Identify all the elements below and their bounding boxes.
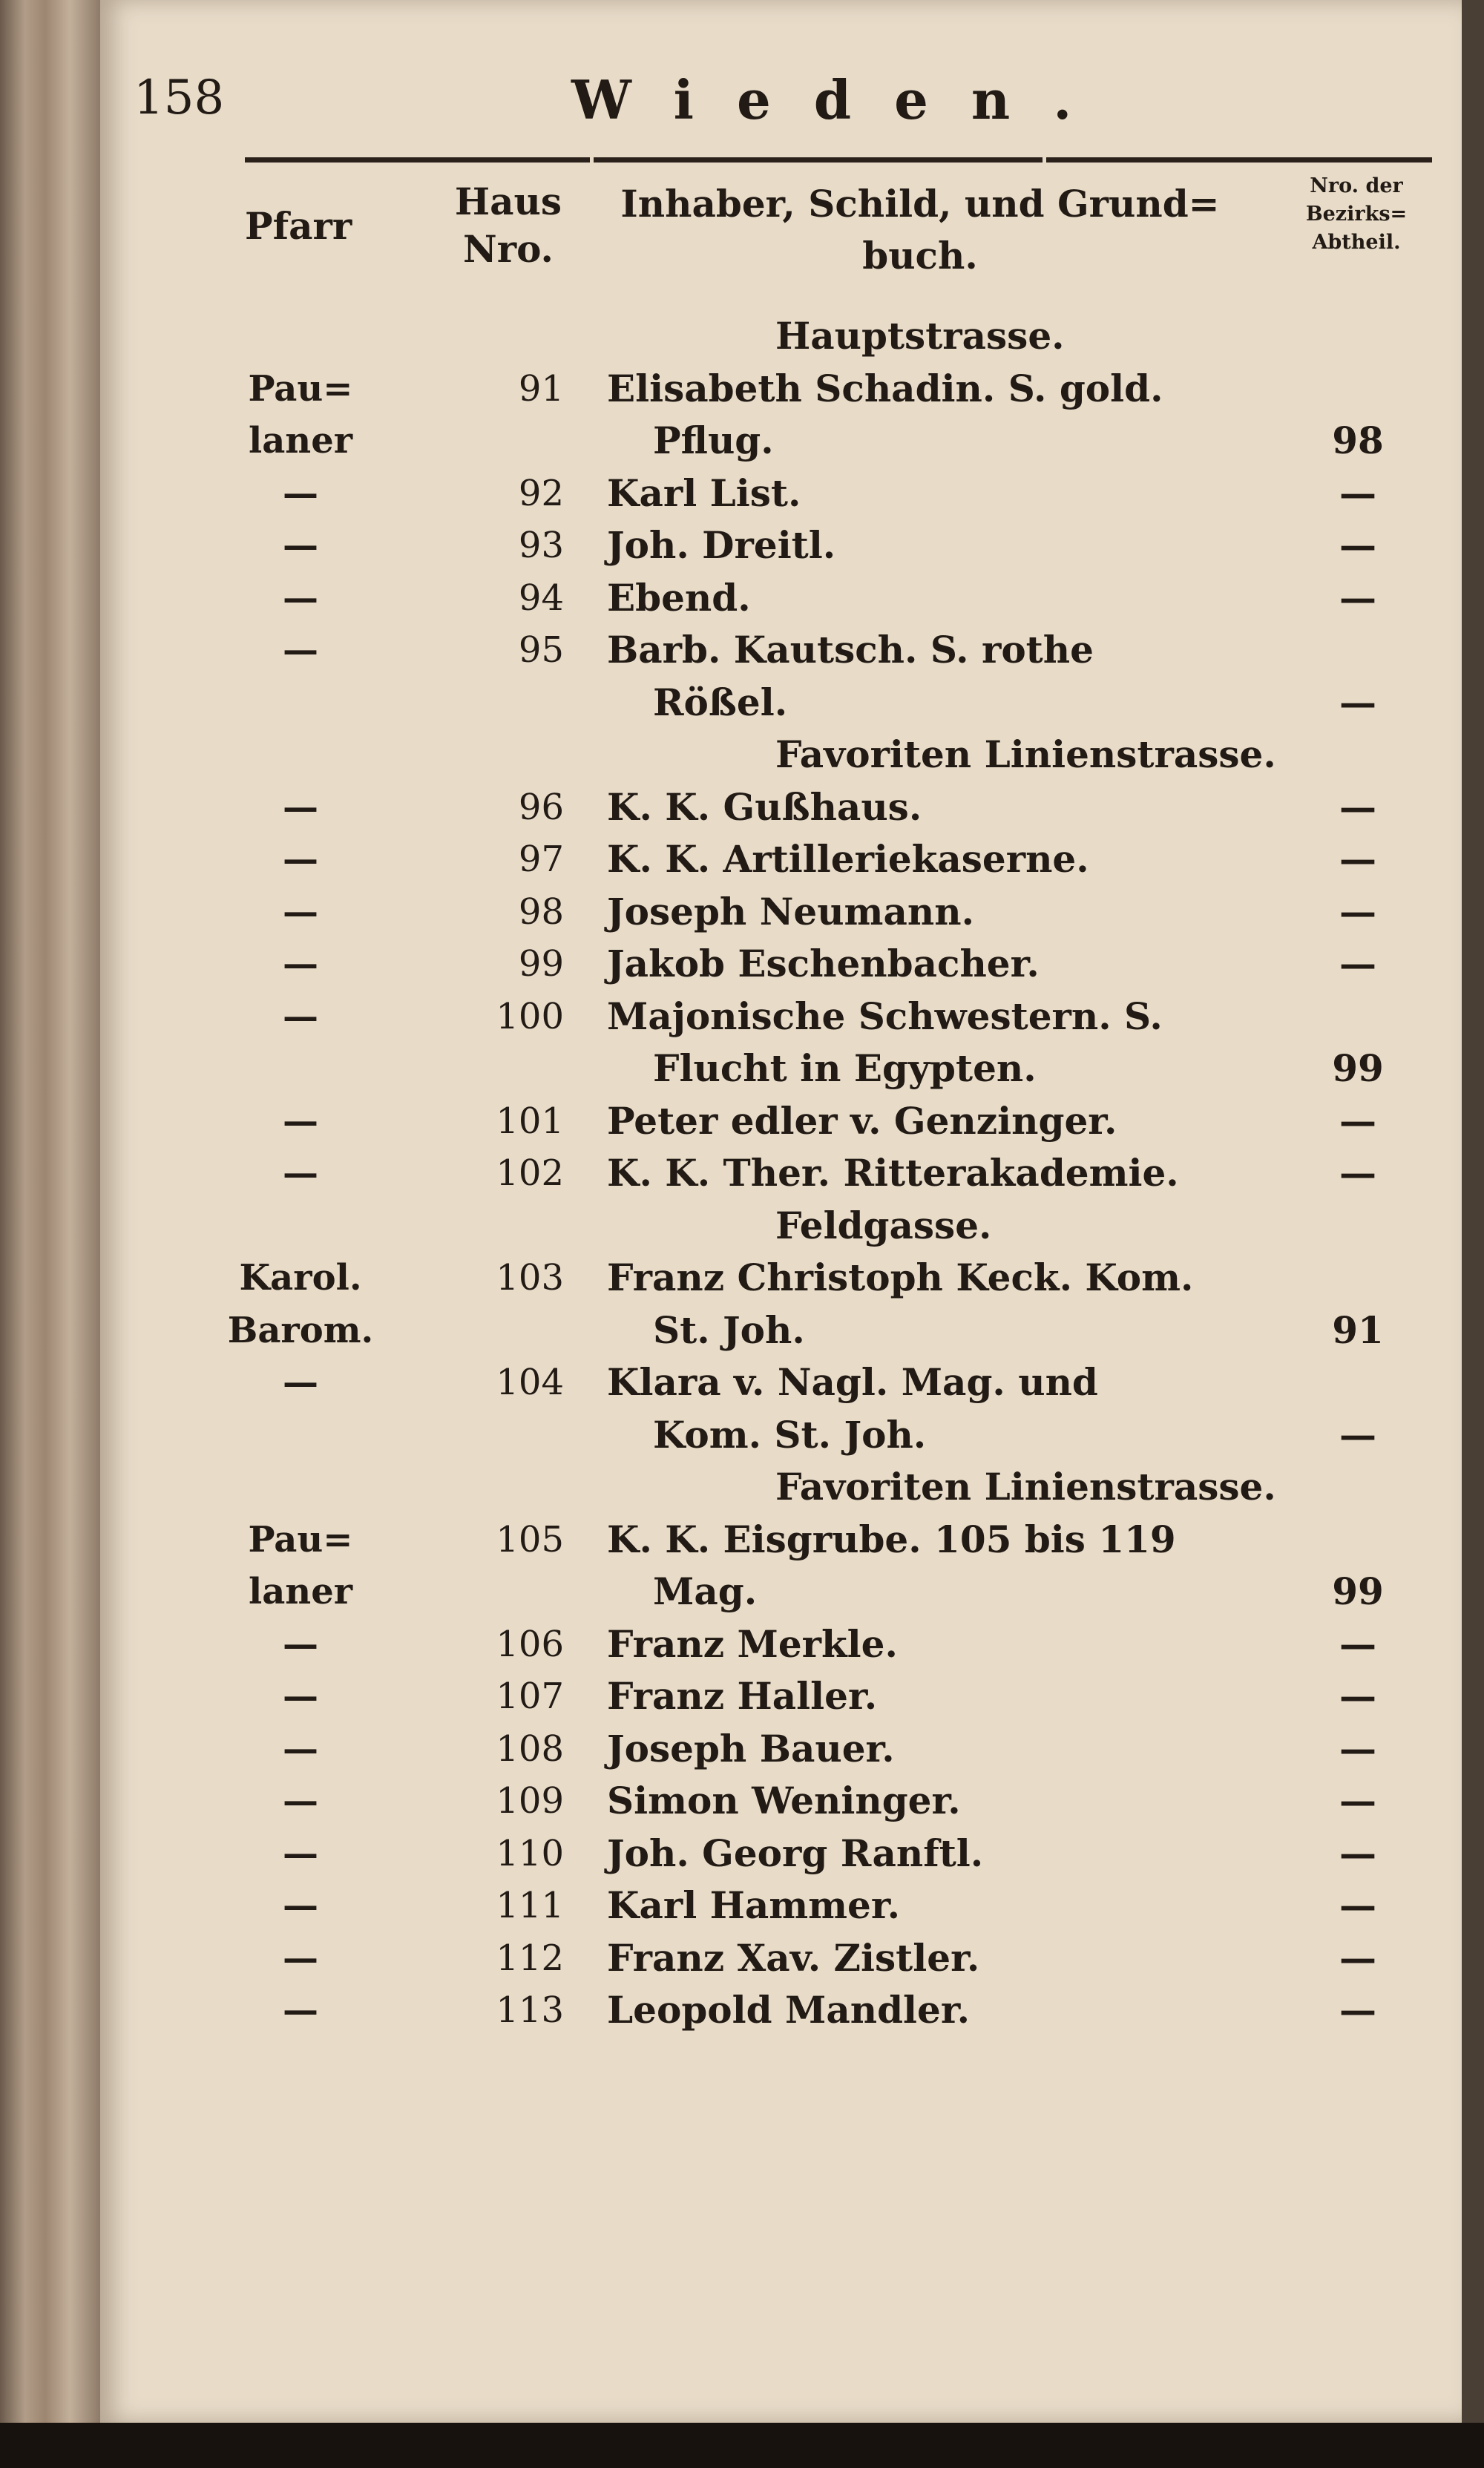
district-number-cell: — bbox=[1339, 1151, 1376, 1195]
district-number-cell: — bbox=[1339, 837, 1376, 881]
column-header-haus-line: Nro. bbox=[463, 227, 554, 271]
owner-cell: Kom. St. Joh. bbox=[653, 1412, 927, 1457]
pfarr-cell: — bbox=[283, 1623, 318, 1665]
district-number-cell: 99 bbox=[1332, 1569, 1384, 1613]
running-head: Wieden. bbox=[571, 68, 1115, 131]
district-number-cell: — bbox=[1339, 470, 1376, 515]
house-number-cell: 104 bbox=[496, 1362, 564, 1403]
page-number: 158 bbox=[134, 70, 225, 125]
directory-row bbox=[0, 1828, 1462, 1880]
pfarr-cell: — bbox=[283, 629, 318, 671]
owner-cell: Ebend. bbox=[607, 575, 751, 620]
pfarr-cell: Pau= bbox=[248, 367, 353, 410]
pfarr-cell: — bbox=[283, 995, 318, 1037]
owner-cell: Karl List. bbox=[607, 470, 801, 515]
column-header-haus-line: Haus bbox=[454, 180, 562, 223]
pfarr-cell: Karol. bbox=[239, 1257, 362, 1299]
district-number-cell: 98 bbox=[1332, 419, 1384, 462]
house-number-cell: 94 bbox=[518, 577, 564, 619]
directory-row bbox=[0, 1932, 1462, 1985]
directory-row bbox=[0, 1984, 1462, 2037]
owner-cell: Flucht in Egypten. bbox=[653, 1046, 1037, 1090]
directory-row bbox=[0, 1566, 1462, 1618]
owner-cell: K. K. Gußhaus. bbox=[607, 784, 922, 829]
pfarr-cell: — bbox=[283, 1152, 318, 1194]
owner-cell: K. K. Eisgrube. 105 bis 119 bbox=[607, 1517, 1176, 1561]
district-number-cell: — bbox=[1339, 1621, 1376, 1666]
house-number-cell: 110 bbox=[496, 1832, 564, 1874]
header-rule bbox=[594, 157, 1043, 163]
directory-row bbox=[0, 415, 1462, 467]
pfarr-cell: laner bbox=[248, 1571, 353, 1612]
street-name: Feldgasse. bbox=[775, 1203, 992, 1247]
owner-cell: Joseph Bauer. bbox=[607, 1726, 895, 1770]
pfarr-cell: — bbox=[283, 1780, 318, 1822]
owner-cell: Rößel. bbox=[653, 680, 788, 724]
district-number-cell: — bbox=[1339, 1412, 1376, 1457]
owner-cell: Majonische Schwestern. S. bbox=[607, 994, 1163, 1038]
header-rule bbox=[1046, 157, 1432, 163]
street-heading-row bbox=[0, 310, 1462, 363]
owner-cell: Franz Christoph Keck. Kom. bbox=[607, 1256, 1194, 1299]
owner-cell: Simon Weninger. bbox=[607, 1779, 961, 1822]
house-number-cell: 103 bbox=[496, 1257, 564, 1299]
owner-cell: Franz Merkle. bbox=[607, 1621, 898, 1666]
directory-row bbox=[0, 1880, 1462, 1932]
owner-cell: Franz Haller. bbox=[607, 1674, 878, 1718]
owner-cell: Klara v. Nagl. Mag. und bbox=[607, 1360, 1098, 1404]
house-number-cell: 105 bbox=[496, 1518, 564, 1560]
district-number-cell: 99 bbox=[1332, 1046, 1384, 1090]
district-number-cell: — bbox=[1339, 1935, 1376, 1980]
house-number-cell: 96 bbox=[518, 786, 564, 828]
pfarr-cell: — bbox=[283, 1100, 318, 1142]
directory-row bbox=[0, 1095, 1462, 1148]
district-number-cell: — bbox=[1339, 784, 1376, 829]
owner-cell: Joh. Georg Ranftl. bbox=[607, 1831, 984, 1875]
column-header-inhaber-line: Inhaber, Schild, und Grund= bbox=[620, 182, 1220, 226]
column-header-nro-line: Abtheil. bbox=[1312, 231, 1401, 254]
pfarr-cell: — bbox=[283, 1362, 318, 1403]
district-number-cell: — bbox=[1339, 575, 1376, 620]
street-heading-row bbox=[0, 729, 1462, 781]
district-number-cell: — bbox=[1339, 1674, 1376, 1718]
page-bottom-shadow bbox=[0, 2423, 1484, 2468]
pfarr-cell: — bbox=[283, 786, 318, 828]
house-number-cell: 102 bbox=[496, 1152, 564, 1194]
directory-row bbox=[0, 1514, 1462, 1566]
district-number-cell: 91 bbox=[1332, 1307, 1384, 1352]
house-number-cell: 109 bbox=[496, 1780, 564, 1822]
pfarr-cell: — bbox=[283, 472, 318, 514]
pfarr-cell: Barom. bbox=[227, 1309, 374, 1351]
pfarr-cell: laner bbox=[248, 420, 353, 462]
district-number-cell: — bbox=[1339, 889, 1376, 933]
owner-cell: St. Joh. bbox=[653, 1307, 805, 1352]
street-heading-row bbox=[0, 1461, 1462, 1514]
owner-cell: Pflug. bbox=[653, 419, 774, 462]
directory-row bbox=[0, 1409, 1462, 1462]
house-number-cell: 95 bbox=[518, 629, 564, 671]
directory-row bbox=[0, 1147, 1462, 1200]
page-right-edge bbox=[1462, 0, 1484, 2423]
owner-cell: Franz Xav. Zistler. bbox=[607, 1935, 980, 1980]
pfarr-cell: — bbox=[283, 890, 318, 933]
street-name: Favoriten Linienstrasse. bbox=[775, 732, 1276, 776]
directory-row bbox=[0, 1252, 1462, 1304]
owner-cell: Elisabeth Schadin. S. gold. bbox=[607, 366, 1163, 410]
street-name: Favoriten Linienstrasse. bbox=[775, 1465, 1276, 1509]
directory-row bbox=[0, 1043, 1462, 1095]
house-number-cell: 98 bbox=[518, 890, 564, 933]
pfarr-cell: — bbox=[283, 1832, 318, 1874]
district-number-cell: — bbox=[1339, 1726, 1376, 1770]
house-number-cell: 108 bbox=[496, 1727, 564, 1770]
street-name: Hauptstrasse. bbox=[775, 314, 1065, 358]
directory-table bbox=[0, 310, 1462, 2037]
directory-row bbox=[0, 1618, 1462, 1671]
house-number-cell: 92 bbox=[518, 472, 564, 514]
house-number-cell: 111 bbox=[496, 1885, 564, 1926]
owner-cell: Jakob Eschenbacher. bbox=[607, 942, 1040, 985]
directory-row bbox=[0, 781, 1462, 834]
house-number-cell: 99 bbox=[518, 943, 564, 985]
directory-row bbox=[0, 938, 1462, 991]
directory-row bbox=[0, 1356, 1462, 1409]
owner-cell: K. K. Ther. Ritterakademie. bbox=[607, 1151, 1179, 1195]
district-number-cell: — bbox=[1339, 1098, 1376, 1143]
directory-row bbox=[0, 1775, 1462, 1828]
district-number-cell: — bbox=[1339, 1988, 1376, 2032]
house-number-cell: 113 bbox=[496, 1989, 564, 2031]
owner-cell: Peter edler v. Genzinger. bbox=[607, 1098, 1117, 1143]
owner-cell: Karl Hammer. bbox=[607, 1883, 901, 1927]
pfarr-cell: — bbox=[283, 943, 318, 985]
house-number-cell: 91 bbox=[518, 367, 564, 410]
house-number-cell: 112 bbox=[496, 1937, 564, 1979]
pfarr-cell: — bbox=[283, 525, 318, 566]
pfarr-cell: — bbox=[283, 1937, 318, 1979]
column-header-nro-line: Nro. der bbox=[1310, 174, 1403, 197]
pfarr-cell: — bbox=[283, 577, 318, 619]
column-header-haus-nro bbox=[445, 178, 571, 273]
column-header-inhaber bbox=[608, 178, 1232, 282]
house-number-cell: 107 bbox=[496, 1676, 564, 1717]
header-rule bbox=[245, 157, 590, 163]
pfarr-cell: — bbox=[283, 1989, 318, 2031]
owner-cell: Joh. Dreitl. bbox=[607, 523, 836, 567]
column-header-nro-line: Bezirks= bbox=[1305, 203, 1408, 226]
column-header-inhaber-line: buch. bbox=[862, 234, 978, 278]
owner-cell: Joseph Neumann. bbox=[607, 889, 974, 933]
directory-row bbox=[0, 467, 1462, 520]
directory-row bbox=[0, 833, 1462, 886]
district-number-cell: — bbox=[1339, 1779, 1376, 1822]
pfarr-cell: — bbox=[283, 1727, 318, 1770]
street-heading-row bbox=[0, 1200, 1462, 1253]
pfarr-cell: — bbox=[283, 838, 318, 880]
owner-cell: K. K. Artilleriekaserne. bbox=[607, 837, 1089, 881]
column-header-bezirks-abtheil bbox=[1282, 172, 1431, 257]
district-number-cell: — bbox=[1339, 1883, 1376, 1927]
directory-row bbox=[0, 991, 1462, 1043]
directory-row bbox=[0, 572, 1462, 625]
district-number-cell: — bbox=[1339, 680, 1376, 724]
owner-cell: Mag. bbox=[653, 1569, 758, 1613]
directory-row bbox=[0, 1723, 1462, 1776]
column-header-pfarr: Pfarr bbox=[245, 204, 352, 248]
district-number-cell: — bbox=[1339, 942, 1376, 985]
house-number-cell: 100 bbox=[496, 995, 564, 1037]
directory-row bbox=[0, 886, 1462, 939]
pfarr-cell: — bbox=[283, 1885, 318, 1926]
house-number-cell: 97 bbox=[518, 838, 564, 880]
directory-row bbox=[0, 624, 1462, 677]
directory-row bbox=[0, 363, 1462, 416]
house-number-cell: 93 bbox=[518, 525, 564, 566]
directory-row bbox=[0, 1304, 1462, 1357]
district-number-cell: — bbox=[1339, 523, 1376, 567]
directory-row bbox=[0, 519, 1462, 572]
pfarr-cell: — bbox=[283, 1676, 318, 1717]
pfarr-cell: Pau= bbox=[248, 1518, 353, 1560]
owner-cell: Barb. Kautsch. S. rothe bbox=[607, 628, 1094, 672]
house-number-cell: 106 bbox=[496, 1623, 564, 1665]
directory-row bbox=[0, 1670, 1462, 1723]
directory-row bbox=[0, 677, 1462, 729]
district-number-cell: — bbox=[1339, 1831, 1376, 1875]
owner-cell: Leopold Mandler. bbox=[607, 1988, 971, 2032]
house-number-cell: 101 bbox=[496, 1100, 564, 1142]
